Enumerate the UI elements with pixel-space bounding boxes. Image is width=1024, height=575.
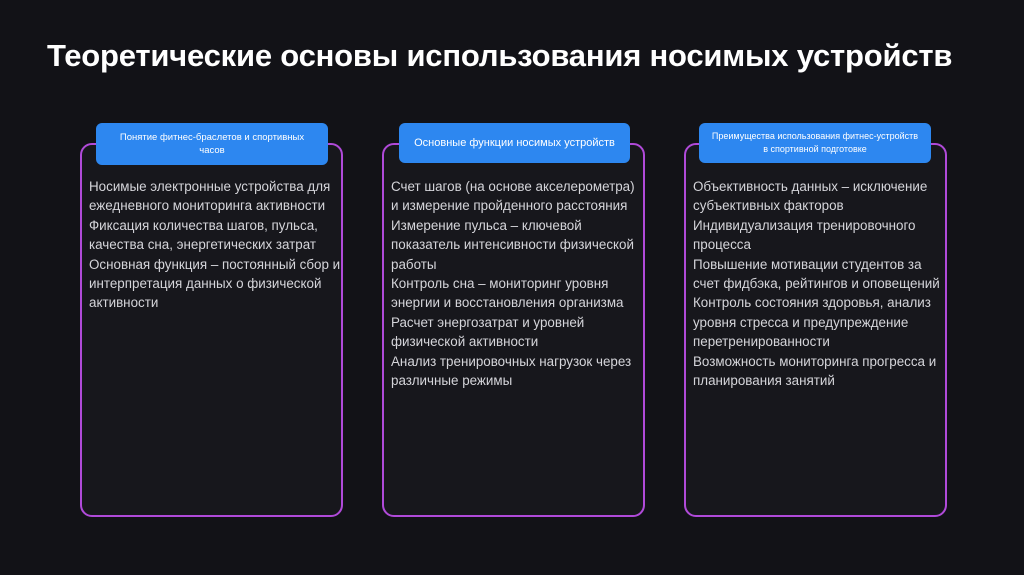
list-item: Возможность мониторинга прогресса и планирования занятий xyxy=(693,353,937,389)
card-header-main-functions: Основные функции носимых устройств xyxy=(399,123,630,163)
slide-title: Теоретические основы использования носимых устройств xyxy=(47,38,953,73)
list-item: Расчет энергозатрат и уровней физической активности xyxy=(391,314,585,350)
list-item: Индивидуализация тренировочного процесса xyxy=(693,217,916,253)
card-header-fitness-concept: Понятие фитнес-браслетов и спортивных часов xyxy=(96,123,328,165)
card-header-advantages: Преимущества использования фитнес-устройств в спортивной подготовке xyxy=(699,123,931,163)
list-item: Повышение мотивации студентов за счет фидбэка, рейтингов и оповещений xyxy=(693,256,940,292)
list-item: Носимые электронные устройства для ежедневного мониторинга активности xyxy=(89,179,331,214)
list-item: Анализ тренировочных нагрузок через различные режимы xyxy=(391,353,632,389)
list-item: Основная функция – постоянный сбор и интерпретация данных о физической активности xyxy=(89,256,341,311)
card-body-main-functions xyxy=(391,177,643,390)
card-body-advantages xyxy=(693,177,945,390)
list-item: Объективность данных – исключение субъективных факторов xyxy=(693,179,928,214)
list-item: Контроль сна – мониторинг уровня энергии и восстановления организма xyxy=(391,276,624,311)
list-item: Измерение пульса – ключевой показатель интенсивности физической работы xyxy=(391,217,634,272)
list-item: Счет шагов (на основе акселерометра) и измерение пройденного расстояния xyxy=(391,179,635,214)
card-body-fitness-concept xyxy=(89,177,341,313)
list-item: Фиксация количества шагов, пульса, качества сна, энергетических затрат xyxy=(89,217,318,253)
list-item: Контроль состояния здоровья, анализ уровня стресса и предупреждение перетренированности xyxy=(693,295,931,350)
